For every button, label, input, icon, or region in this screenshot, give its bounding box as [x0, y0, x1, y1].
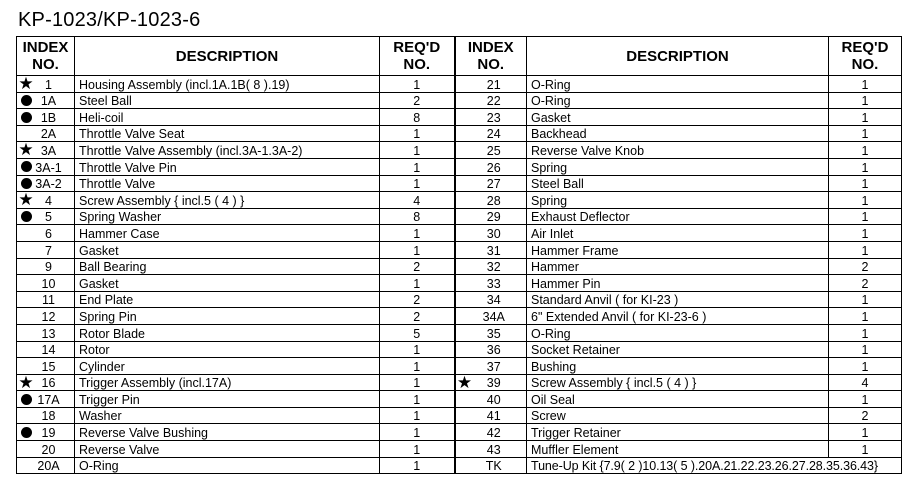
table-row — [17, 258, 902, 275]
bullet-dot-icon — [18, 424, 34, 440]
index-cell — [455, 341, 527, 358]
quantity-cell: 1 — [380, 76, 455, 93]
description-cell: Bushing — [527, 358, 829, 375]
quantity-cell: 1 — [380, 341, 455, 358]
table-row — [17, 308, 902, 325]
table-row — [17, 324, 902, 341]
index-cell — [17, 308, 75, 325]
index-number: 24 — [486, 127, 501, 142]
index-cell — [17, 441, 75, 458]
index-cell — [455, 291, 527, 308]
star-icon: ★ — [18, 140, 34, 160]
index-number: 20 — [41, 442, 56, 457]
index-cell — [455, 324, 527, 341]
table-row — [17, 275, 902, 292]
quantity-cell: 1 — [829, 424, 902, 441]
index-cell — [17, 158, 75, 175]
table-row — [17, 158, 902, 175]
index-number: 37 — [486, 359, 501, 374]
index-cell — [455, 424, 527, 441]
index-cell — [455, 208, 527, 225]
index-cell — [455, 391, 527, 408]
reqd-header-left: REQ'D NO. — [380, 37, 455, 76]
description-cell: Heli-coil — [75, 109, 380, 126]
quantity-cell: 4 — [829, 374, 902, 391]
table-row — [17, 225, 902, 242]
quantity-cell: 2 — [380, 92, 455, 109]
bullet-dot-icon — [18, 93, 34, 109]
description-cell: Socket Retainer — [527, 341, 829, 358]
description-cell: O-Ring — [527, 92, 829, 109]
description-cell: Rotor — [75, 341, 380, 358]
quantity-cell: 1 — [829, 308, 902, 325]
index-cell — [17, 407, 75, 424]
index-number: 43 — [486, 442, 501, 457]
star-icon: ★ — [18, 372, 34, 392]
index-cell — [17, 291, 75, 308]
description-cell: Reverse Valve Knob — [527, 142, 829, 159]
index-number: 1 — [45, 77, 52, 92]
index-number: 1B — [40, 110, 57, 125]
table-row — [17, 109, 902, 126]
description-header-right: DESCRIPTION — [527, 37, 829, 76]
description-cell: Steel Ball — [527, 175, 829, 192]
description-cell: Spring — [527, 192, 829, 209]
quantity-cell: 2 — [829, 275, 902, 292]
index-cell — [17, 258, 75, 275]
table-row — [17, 92, 902, 109]
description-cell: 6" Extended Anvil ( for KI-23-6 ) — [527, 308, 829, 325]
description-cell: Reverse Valve Bushing — [75, 424, 380, 441]
description-cell: Hammer Frame — [527, 241, 829, 258]
index-cell — [455, 241, 527, 258]
parts-table — [16, 36, 902, 474]
index-number: 1A — [40, 94, 57, 109]
quantity-cell: 2 — [829, 258, 902, 275]
index-number: 29 — [486, 210, 501, 225]
table-row — [17, 424, 902, 441]
description-cell: Housing Assembly (incl.1A.1B( 8 ).19) — [75, 76, 380, 93]
description-cell: Hammer — [527, 258, 829, 275]
star-icon: ★ — [18, 190, 34, 210]
quantity-cell: 8 — [380, 109, 455, 126]
quantity-cell: 1 — [829, 192, 902, 209]
description-cell: Screw Assembly { incl.5 ( 4 ) } — [527, 374, 829, 391]
index-cell — [455, 175, 527, 192]
description-cell: Backhead — [527, 125, 829, 142]
index-number: 12 — [41, 309, 56, 324]
index-number: 13 — [41, 326, 56, 341]
quantity-cell: 1 — [829, 142, 902, 159]
quantity-cell: 1 — [380, 391, 455, 408]
description-cell: Trigger Retainer — [527, 424, 829, 441]
index-number: 3A — [40, 143, 57, 158]
index-number: 34 — [486, 293, 501, 308]
index-cell — [455, 258, 527, 275]
table-row — [17, 241, 902, 258]
index-number: 36 — [486, 343, 501, 358]
index-cell — [17, 358, 75, 375]
bullet-dot-icon — [18, 159, 34, 175]
quantity-cell: 1 — [829, 341, 902, 358]
table-row — [17, 457, 902, 474]
quantity-cell: 1 — [829, 92, 902, 109]
quantity-cell: 2 — [380, 308, 455, 325]
description-cell: O-Ring — [75, 457, 380, 474]
quantity-cell: 1 — [829, 324, 902, 341]
index-number: 25 — [486, 143, 501, 158]
description-cell: Screw — [527, 407, 829, 424]
quantity-cell: 1 — [829, 291, 902, 308]
index-number: 17A — [37, 392, 60, 407]
index-number: 5 — [45, 210, 52, 225]
table-row — [17, 175, 902, 192]
description-cell: Screw Assembly { incl.5 ( 4 ) } — [75, 192, 380, 209]
bullet-dot-icon — [18, 176, 34, 192]
description-cell: Throttle Valve — [75, 175, 380, 192]
index-cell — [455, 275, 527, 292]
description-cell: Gasket — [75, 275, 380, 292]
star-icon: ★ — [18, 74, 34, 93]
quantity-cell: 1 — [829, 391, 902, 408]
index-number: 21 — [486, 77, 501, 92]
index-cell — [455, 142, 527, 159]
quantity-cell: 1 — [380, 358, 455, 375]
index-header-left: INDEX NO. — [17, 37, 75, 76]
description-cell: Trigger Assembly (incl.17A) — [75, 374, 380, 391]
index-number: 34A — [482, 309, 505, 324]
index-cell — [17, 457, 75, 474]
index-number: 20A — [37, 459, 60, 474]
index-cell — [455, 125, 527, 142]
index-number: 22 — [486, 94, 501, 109]
table-row — [17, 291, 902, 308]
quantity-cell: 1 — [380, 125, 455, 142]
quantity-cell: 2 — [380, 291, 455, 308]
quantity-cell: 1 — [829, 241, 902, 258]
table-row — [17, 125, 902, 142]
table-row — [17, 407, 902, 424]
quantity-cell: 1 — [380, 441, 455, 458]
index-cell — [455, 308, 527, 325]
index-number: 7 — [45, 243, 52, 258]
description-cell: Air Inlet — [527, 225, 829, 242]
index-number: 35 — [486, 326, 501, 341]
table-row — [17, 142, 902, 159]
index-cell — [17, 275, 75, 292]
quantity-cell: 1 — [380, 457, 455, 474]
quantity-cell: 8 — [380, 208, 455, 225]
description-cell: Hammer Pin — [527, 275, 829, 292]
table-row — [17, 192, 902, 209]
description-cell: Steel Ball — [75, 92, 380, 109]
index-cell — [17, 125, 75, 142]
description-cell: Throttle Valve Assembly (incl.3A-1.3A-2) — [75, 142, 380, 159]
description-cell: Muffler Element — [527, 441, 829, 458]
description-cell: Gasket — [527, 109, 829, 126]
index-cell — [455, 374, 527, 391]
quantity-cell: 2 — [380, 258, 455, 275]
description-cell: Standard Anvil ( for KI-23 ) — [527, 291, 829, 308]
index-cell — [455, 407, 527, 424]
index-cell — [455, 76, 527, 93]
index-cell — [455, 441, 527, 458]
description-cell: Rotor Blade — [75, 324, 380, 341]
bullet-dot-icon — [18, 209, 34, 225]
index-number: 14 — [41, 343, 56, 358]
quantity-cell: 1 — [380, 175, 455, 192]
quantity-cell: 1 — [380, 142, 455, 159]
description-cell: Gasket — [75, 241, 380, 258]
description-cell: Exhaust Deflector — [527, 208, 829, 225]
quantity-cell: 1 — [829, 358, 902, 375]
index-cell — [17, 374, 75, 391]
index-cell — [455, 225, 527, 242]
index-number: 16 — [41, 376, 56, 391]
quantity-cell: 1 — [829, 76, 902, 93]
index-cell — [17, 341, 75, 358]
description-cell: Tune-Up Kit {7.9( 2 )10.13( 5 ).20A.21.22.23.26.27.28.35.36.43} — [527, 457, 902, 474]
description-cell: O-Ring — [527, 76, 829, 93]
index-number: 32 — [486, 260, 501, 275]
quantity-cell: 5 — [380, 324, 455, 341]
bullet-dot-icon — [18, 391, 34, 407]
description-cell: O-Ring — [527, 324, 829, 341]
description-cell: Reverse Valve — [75, 441, 380, 458]
quantity-cell: 1 — [829, 175, 902, 192]
index-cell — [455, 92, 527, 109]
index-number: 31 — [486, 243, 501, 258]
quantity-cell: 1 — [829, 109, 902, 126]
description-header-left: DESCRIPTION — [75, 37, 380, 76]
index-cell — [17, 424, 75, 441]
index-cell — [17, 324, 75, 341]
description-cell: Washer — [75, 407, 380, 424]
table-row — [17, 208, 902, 225]
quantity-cell: 1 — [829, 125, 902, 142]
quantity-cell: 1 — [380, 407, 455, 424]
index-number: 30 — [486, 226, 501, 241]
reqd-header-right: REQ'D NO. — [829, 37, 902, 76]
description-cell: Spring Pin — [75, 308, 380, 325]
quantity-cell: 1 — [380, 374, 455, 391]
index-number: 40 — [486, 392, 501, 407]
document-title: KP-1023/KP-1023-6 — [18, 9, 201, 31]
quantity-cell: 1 — [380, 158, 455, 175]
index-number: 33 — [486, 276, 501, 291]
index-cell — [17, 391, 75, 408]
index-number: 4 — [45, 193, 52, 208]
index-cell — [17, 142, 75, 159]
quantity-cell: 1 — [380, 241, 455, 258]
index-cell — [17, 241, 75, 258]
star-icon: ★ — [456, 372, 473, 392]
index-number: 15 — [41, 359, 56, 374]
table-row — [17, 76, 902, 93]
quantity-cell: 1 — [380, 275, 455, 292]
table-row — [17, 441, 902, 458]
index-number: 23 — [486, 110, 501, 125]
index-cell — [17, 208, 75, 225]
index-number: 41 — [486, 409, 501, 424]
index-number: 39 — [486, 376, 501, 391]
quantity-cell: 1 — [380, 225, 455, 242]
index-number: 27 — [486, 177, 501, 192]
index-cell — [17, 76, 75, 93]
table-row — [17, 391, 902, 408]
quantity-cell: 1 — [829, 225, 902, 242]
table-row — [17, 358, 902, 375]
index-cell — [17, 109, 75, 126]
description-cell: Throttle Valve Pin — [75, 158, 380, 175]
index-cell — [17, 225, 75, 242]
index-number: 18 — [41, 409, 56, 424]
index-number: TK — [485, 459, 502, 474]
quantity-cell: 1 — [380, 424, 455, 441]
description-cell: Cylinder — [75, 358, 380, 375]
index-cell — [17, 192, 75, 209]
description-cell: Spring — [527, 158, 829, 175]
description-cell: Hammer Case — [75, 225, 380, 242]
index-cell — [455, 158, 527, 175]
index-cell — [455, 192, 527, 209]
index-number: 6 — [45, 226, 52, 241]
index-number: 10 — [41, 276, 56, 291]
header-row — [17, 37, 902, 76]
index-number: 2A — [40, 127, 57, 142]
description-cell: Ball Bearing — [75, 258, 380, 275]
table-row — [17, 374, 902, 391]
quantity-cell: 2 — [829, 407, 902, 424]
index-number: 9 — [45, 260, 52, 275]
index-cell — [455, 109, 527, 126]
index-cell — [455, 358, 527, 375]
description-cell: Throttle Valve Seat — [75, 125, 380, 142]
quantity-cell: 4 — [380, 192, 455, 209]
index-cell — [17, 175, 75, 192]
table-row — [17, 341, 902, 358]
index-number: 3A-1 — [35, 160, 62, 175]
quantity-cell: 1 — [829, 158, 902, 175]
index-header-right: INDEX NO. — [455, 37, 527, 76]
quantity-cell: 1 — [829, 441, 902, 458]
description-cell: End Plate — [75, 291, 380, 308]
quantity-cell: 1 — [829, 208, 902, 225]
index-cell — [17, 92, 75, 109]
index-number: 42 — [486, 426, 501, 441]
bullet-dot-icon — [18, 109, 34, 125]
index-number: 28 — [486, 193, 501, 208]
index-cell — [455, 457, 527, 474]
index-number: 26 — [486, 160, 501, 175]
index-number: 19 — [41, 426, 56, 441]
description-cell: Oil Seal — [527, 391, 829, 408]
description-cell: Spring Washer — [75, 208, 380, 225]
index-number: 11 — [42, 293, 55, 308]
index-number: 3A-2 — [35, 177, 62, 192]
description-cell: Trigger Pin — [75, 391, 380, 408]
